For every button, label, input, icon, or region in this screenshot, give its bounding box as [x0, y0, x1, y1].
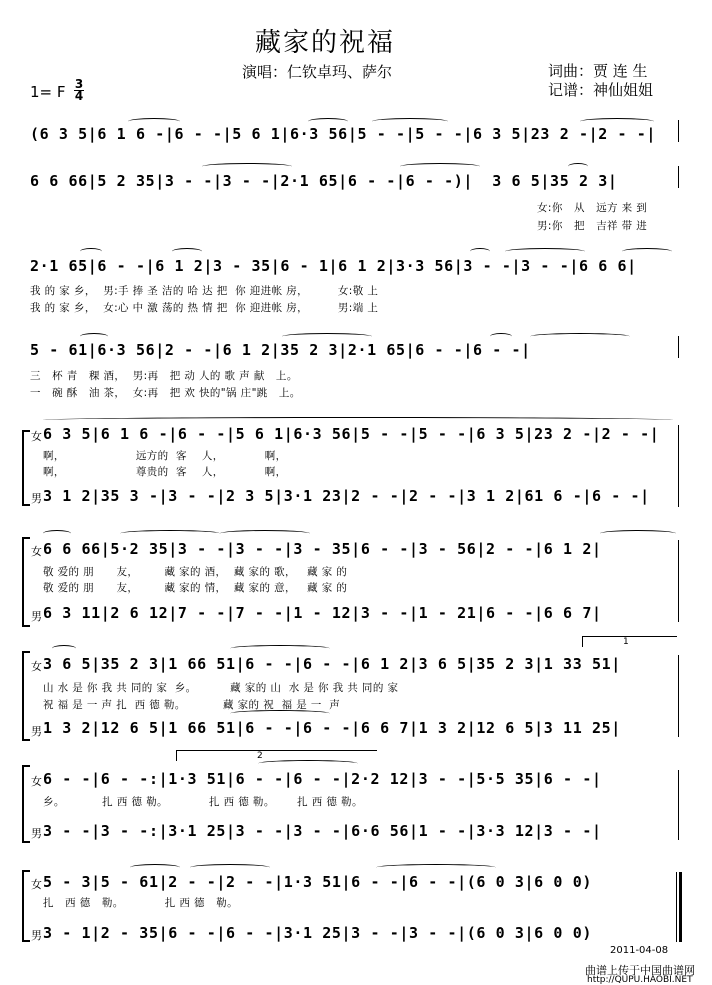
part-label-male: 男 [31, 492, 42, 505]
notation-male-9: 3 - 1|2 - 35|6 - -|6 - -|3·1 25|3 - -|3 - -|(6 0 3|6 0 0) [43, 924, 592, 942]
lyrics-line-4b: 一 碗 酥 油 茶， 女:再 把 欢 快的"锅 庄"跳 上。 [30, 387, 301, 399]
barline [678, 425, 679, 507]
final-barline-thin [676, 872, 677, 942]
slur [230, 710, 330, 717]
notation-female-7: 3 6 5|35 2 3|1 66 51|6 - -|6 - -|6 1 2|3 6 5|35 2 3|1 33 51| [43, 655, 621, 673]
volta-2 [176, 750, 377, 761]
slur [568, 163, 588, 170]
site-url: http://QUPU.HAOBI.NET [587, 975, 693, 985]
barline [678, 655, 679, 737]
part-label-female: 女 [31, 660, 42, 673]
notation-male-6: 6 3 11|2 6 12|7 - -|7 - -|1 - 12|3 - -|1 - 21|6 - -|6 6 7| [43, 604, 602, 622]
slur [43, 530, 71, 537]
key-signature: 1= F [30, 83, 66, 101]
lyrics-line-5a: 啊， 远方的 客 人， 啊， [43, 450, 287, 462]
slur [220, 530, 310, 537]
slur [202, 163, 292, 170]
slur [600, 530, 676, 537]
lyrics-line-3b: 我 的 家 乡， 女:心 中 激 荡的 热 情 把 你 迎进帐 房， 男:端 上 [30, 302, 379, 314]
slur [470, 248, 490, 255]
slur [172, 248, 202, 255]
lyrics-line-5b: 啊， 尊贵的 客 人， 啊， [43, 466, 287, 478]
notation-male-5: 3 1 2|35 3 -|3 - -|2 3 5|3·1 23|2 - -|2 - -|3 1 2|61 6 -|6 - -| [43, 487, 650, 505]
slur [308, 118, 348, 125]
part-label-female: 女 [31, 545, 42, 558]
lyrics-female: 女:你 从 远方 来 到 [537, 202, 648, 214]
lyrics-line-6a: 敬 爱的 朋 友， 藏 家的 酒， 藏 家的 歌， 藏 家 的 [43, 566, 348, 578]
upload-credit: 曲谱上传于中国曲谱网 [585, 964, 695, 977]
part-label-female: 女 [31, 430, 42, 443]
lyrics-line-7a: 山 水 是 你 我 共 同的 家 乡。 藏 家的 山 水 是 你 我 共 同的 家 [43, 682, 399, 694]
slur [80, 248, 102, 255]
barline [678, 336, 679, 358]
notation-female-5: 6 3 5|6 1 6 -|6 - -|5 6 1|6·3 56|5 - -|5 - -|6 3 5|23 2 -|2 - -| [43, 425, 660, 443]
slur [376, 864, 496, 871]
transcriber: 记谱：神仙姐姐 [548, 81, 654, 99]
lyrics-line-7b: 祝 福 是 一 声 扎 西 德 勒。 藏 家的 祝 福 是 一 声 [43, 699, 341, 711]
slur [258, 760, 358, 767]
slur [282, 333, 372, 340]
notation-line-2: 6 6 66|5 2 35|3 - -|3 - -|2·1 65|6 - -|6 - -)| 3 6 5|35 2 3| [30, 172, 618, 190]
part-label-male: 男 [31, 610, 42, 623]
composer: 词曲：贾 连 生 [548, 62, 648, 80]
part-label-male: 男 [31, 827, 42, 840]
part-label-male: 男 [31, 725, 42, 738]
volta-number: 1 [623, 637, 629, 647]
slur [128, 118, 180, 125]
slur [505, 248, 585, 255]
time-bottom: 4 [74, 89, 84, 103]
system-bracket [22, 537, 30, 627]
system-bracket [22, 870, 30, 942]
notation-line-3: 2·1 65|6 - -|6 1 2|3 - 35|6 - 1|6 1 2|3·3 56|3 - -|3 - -|6 6 6| [30, 257, 637, 275]
lyrics-line-8: 乡。 扎 西 德 勒。 扎 西 德 勒。 扎 西 德 勒。 [43, 796, 363, 808]
slur [120, 530, 220, 537]
notation-male-8: 3 - -|3 - -:|3·1 25|3 - -|3 - -|6·6 56|1 - -|3·3 12|3 - -| [43, 822, 602, 840]
slur [230, 645, 330, 652]
notation-line-1: (6 3 5|6 1 6 -|6 - -|5 6 1|6·3 56|5 - -|5 - -|6 3 5|23 2 -|2 - -| [30, 125, 656, 143]
part-label-male: 男 [31, 929, 42, 942]
time-top: 3 [74, 77, 84, 91]
part-label-female: 女 [31, 775, 42, 788]
system-bracket [22, 765, 30, 843]
time-signature [74, 79, 84, 102]
slur [52, 645, 76, 652]
notation-male-7: 1 3 2|12 6 5|1 66 51|6 - -|6 - -|6 6 7|1 3 2|12 6 5|3 11 25| [43, 719, 621, 737]
song-title: 藏家的祝福 [255, 28, 396, 58]
system-bracket [22, 430, 30, 506]
slur [372, 118, 448, 125]
barline [678, 120, 679, 142]
volta-number: 2 [257, 751, 263, 761]
system-bracket [22, 651, 30, 741]
slur [400, 163, 480, 170]
lyrics-line-9: 扎 西 德 勒。 扎 西 德 勒。 [43, 897, 238, 909]
barline [678, 540, 679, 622]
volta-1 [582, 636, 677, 647]
lyrics-line-3a: 我 的 家 乡， 男:手 捧 圣 洁的 哈 达 把 你 迎进帐 房， 女:敬 上 [30, 285, 379, 297]
phrase-slur [43, 417, 673, 423]
barline [678, 770, 679, 840]
slur [530, 333, 630, 340]
notation-line-4: 5 - 61|6·3 56|2 - -|6 1 2|35 2 3|2·1 65|6 - -|6 - -| [30, 341, 531, 359]
slur [622, 248, 672, 255]
lyrics-line-4a: 三 杯 青 稞 酒， 男:再 把 动 人的 歌 声 献 上。 [30, 370, 298, 382]
slur [80, 333, 108, 340]
singers: 演唱：仁钦卓玛、萨尔 [242, 63, 393, 81]
notation-female-6: 6 6 66|5·2 35|3 - -|3 - -|3 - 35|6 - -|3 - 56|2 - -|6 1 2| [43, 540, 602, 558]
slur [130, 864, 180, 871]
slur [190, 864, 270, 871]
notation-female-9: 5 - 3|5 - 61|2 - -|2 - -|1·3 51|6 - -|6 - -|(6 0 3|6 0 0) [43, 873, 592, 891]
notation-female-8: 6 - -|6 - -:|1·3 51|6 - -|6 - -|2·2 12|3 - -|5·5 35|6 - -| [43, 770, 602, 788]
barline [678, 166, 679, 188]
lyrics-line-6b: 敬 爱的 朋 友， 藏 家的 情， 藏 家的 意， 藏 家 的 [43, 582, 348, 594]
part-label-female: 女 [31, 878, 42, 891]
final-barline-thick [679, 872, 682, 942]
date-stamp: 2011-04-08 [610, 945, 669, 956]
slur [490, 333, 512, 340]
lyrics-male: 男:你 把 吉祥 带 进 [537, 220, 648, 232]
slur [580, 118, 654, 125]
